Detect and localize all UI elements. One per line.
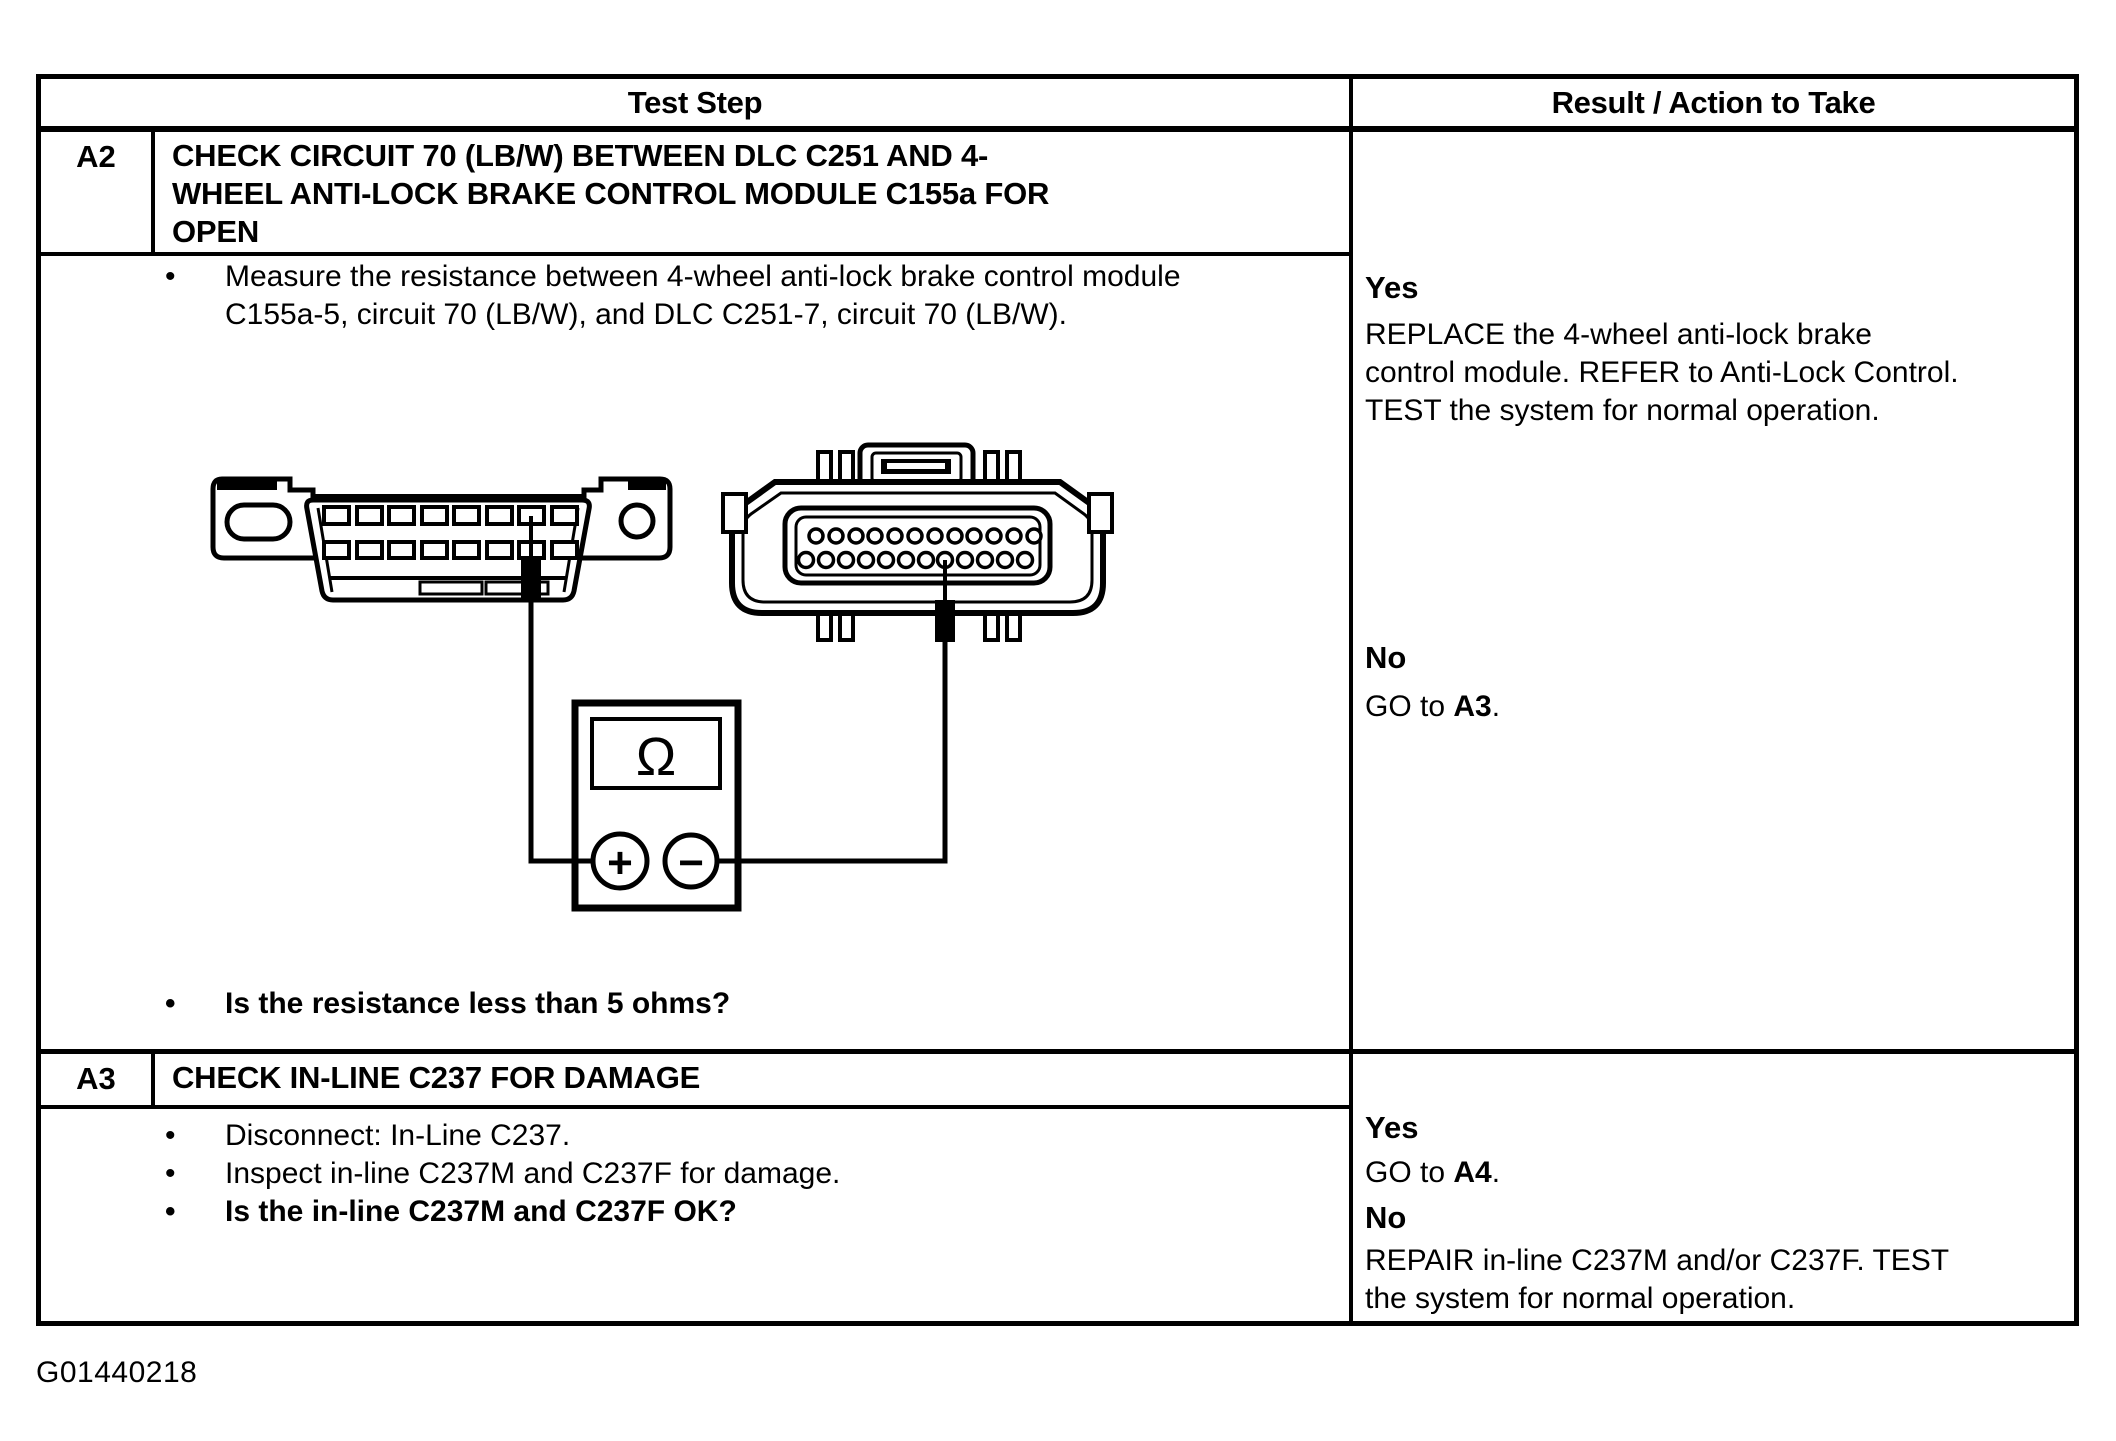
a3-yes-action: GO to A4. [1365,1156,1501,1189]
a2-no-action: GO to A3. [1365,690,1501,723]
bullet-icon: • [165,1157,176,1190]
a3-no-label: No [1365,1200,1407,1235]
a3-bullet-1: • Disconnect: In-Line C237. [165,1117,1215,1155]
step-a3-result-cell [1353,1054,2074,1321]
a3-bullet-3: • Is the in-line C237M and C237F OK? [165,1193,1215,1231]
diagnostic-table [36,74,2079,1326]
a2-question-bullet: • Is the resistance less than 5 ohms? [165,985,1215,1023]
right-probe-icon [935,600,955,642]
step-a3-title-text: CHECK IN-LINE C237 FOR DAMAGE [172,1060,701,1095]
left-probe-icon [521,556,541,598]
step-a2-id: A2 [41,132,155,256]
header-test-step [41,79,1353,132]
ohm-symbol: Ω [635,727,677,787]
module-connector-icon [723,445,1112,640]
step-a2-title [155,132,1353,256]
step-a3-id: A3 [41,1054,155,1109]
a2-yes-label: Yes [1365,270,1419,305]
bullet-icon: • [165,1119,176,1152]
step-a3-title [155,1054,1353,1109]
dlc-mount-slot [227,505,290,539]
a3-yes-label: Yes [1365,1110,1419,1145]
a3-no-action: REPAIR in-line C237M and/or C237F. TEST the system for normal operation. [1365,1244,1949,1315]
bullet-icon: • [165,1195,176,1228]
dlc-connector-icon [213,479,670,600]
dlc-mount-hole [621,505,653,537]
header-result-action-label: Result / Action to Take [1551,84,1876,120]
minus-symbol: − [678,838,704,888]
a2-no-label: No [1365,640,1407,675]
step-a2-body [41,256,1353,1054]
step-a2-title-text: CHECK CIRCUIT 70 (LB/W) BETWEEN DLC C251 AND 4-WHEEL ANTI-LOCK BRAKE CONTROL MODULE C155a FOR OPEN [172,138,1050,249]
step-a3-body [41,1109,1353,1321]
a2-measure-bullet: • Measure the resistance between 4-wheel anti-lock brake control module C155a-5, circuit 70 (LB/W), and DLC C251-7, circuit 70 (LB/W). [165,260,1181,331]
plus-symbol: + [607,838,633,888]
header-test-step-label: Test Step [627,84,763,120]
bullet-icon: • [165,260,176,293]
figure-id: G01440218 [36,1356,198,1389]
a2-yes-action: REPLACE the 4-wheel anti-lock brake control module. REFER to Anti-Lock Control. TEST the system for normal operation. [1365,318,1959,427]
bullet-icon: • [165,987,176,1020]
a3-bullet-2: • Inspect in-line C237M and C237F for damage. [165,1155,1215,1193]
step-a2-result-cell [1353,132,2074,1054]
resistance-test-diagram [160,430,1160,972]
header-result-action [1353,79,2074,132]
